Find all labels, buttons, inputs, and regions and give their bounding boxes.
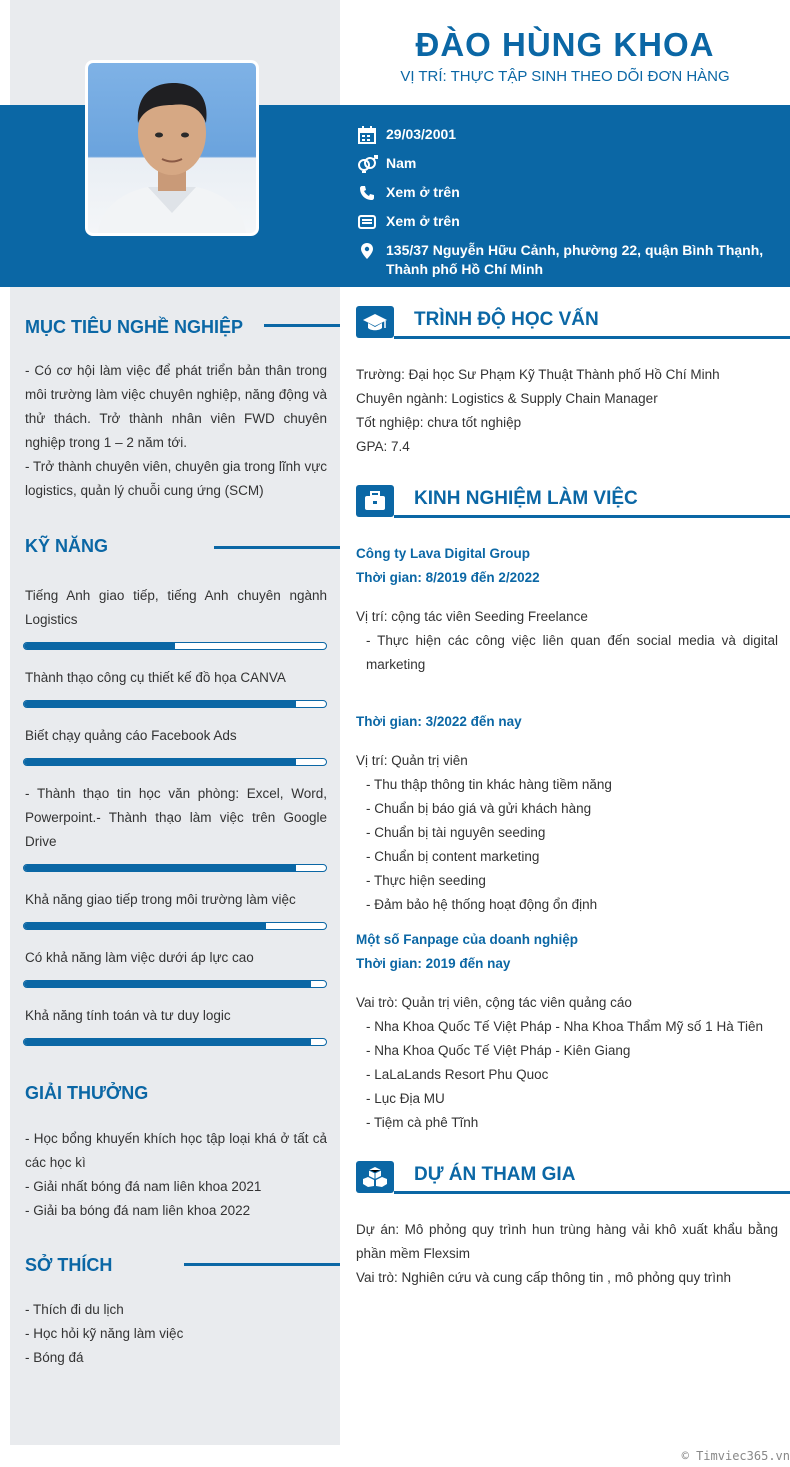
candidate-name: ĐÀO HÙNG KHOA [415,26,715,63]
experience-section-header [356,485,790,521]
cubes-icon [356,1161,394,1193]
projects-title: DỰ ÁN THAM GIA [414,1164,576,1185]
skill-bar-fill [24,923,266,929]
person-silhouette-icon [88,63,256,233]
contact-info [356,125,776,289]
skill-bar [23,700,327,708]
envelope-icon [356,212,378,231]
experience-job-2: Thời gian: 3/2022 đến nay Vị trí: Quản trị viên - Thu thập thông tin khác hàng tiềm năng - Chuẩn bị báo giá và gửi khách hàng - Chuẩn bị tài nguyên seeding - Chuẩn bị content marketing - Thực hiện seeding - Đảm bảo hệ thống hoạt động ổn định [356,714,612,912]
skill-bar [23,758,327,766]
experience-title: KINH NGHIỆM LÀM VIỆC [414,488,638,509]
briefcase-icon [356,485,394,517]
contact-birthday: 29/03/2001 [356,125,776,144]
skill-name: - Thành thạo tin học văn phòng: Excel, Word, Powerpoint.- Thành thạo làm việc trên Google Drive [25,786,327,849]
contact-address: 135/37 Nguyễn Hữu Cảnh, phường 22, quận Bình Thạnh, Thành phố Hồ Chí Minh [356,241,776,279]
skill-bar [23,642,327,650]
skill-bar-fill [24,865,296,871]
skill-bar [23,864,327,872]
experience-title-line [394,515,790,518]
footer-watermark: © Timviec365.vn [681,1449,790,1463]
skill-bar [23,1038,327,1046]
skill-name: Có khả năng làm việc dưới áp lực cao [25,950,254,965]
contact-email: Xem ở trên [356,212,776,231]
calendar-icon [356,125,378,144]
skill-bar-fill [24,701,296,707]
hobbies-list: - Thích đi du lịch - Học hỏi kỹ năng làm việc - Bóng đá [25,1302,184,1365]
hobbies-title-line [184,1263,340,1266]
skill-bar-fill [24,981,311,987]
candidate-position: VỊ TRÍ: THỰC TẬP SINH THEO DÕI ĐƠN HÀNG [400,68,730,85]
phone-icon [356,183,378,202]
education-details: Trường: Đại học Sư Phạm Kỹ Thuật Thành phố Hồ Chí Minh Chuyên ngành: Logistics & Supply Chain Manager Tốt nghiệp: chưa tốt nghiệp GPA: 7.4 [356,367,720,454]
skill-name: Khả năng giao tiếp trong môi trường làm việc [25,892,296,907]
skill-name: Thành thạo công cụ thiết kế đồ họa CANVA [25,670,286,685]
skills-title-line [214,546,340,549]
skill-bar-fill [24,643,175,649]
hobbies-title: SỞ THÍCH [25,1255,113,1275]
skill-bar-fill [24,759,296,765]
skill-name: Biết chạy quảng cáo Facebook Ads [25,728,237,743]
contact-phone: Xem ở trên [356,183,776,202]
objective-title: MỤC TIÊU NGHỀ NGHIỆP [25,317,244,337]
education-title: TRÌNH ĐỘ HỌC VẤN [414,309,599,330]
graduation-cap-icon [356,306,394,338]
contact-gender: Nam [356,154,776,173]
objective-title-line [264,324,340,327]
skill-name: Khả năng tính toán và tư duy logic [25,1008,231,1023]
skill-name: Tiếng Anh giao tiếp, tiếng Anh chuyên ngành Logistics [25,588,327,627]
education-title-line [394,336,790,339]
skill-bar-fill [24,1039,311,1045]
experience-job-1: Công ty Lava Digital Group Thời gian: 8/2019 đến 2/2022 Vị trí: cộng tác viên Seeding Freelance - Thực hiện các công việc liên quan đến social media và digital marketing [356,546,778,672]
experience-job-3: Một số Fanpage của doanh nghiệp Thời gian: 2019 đến nay Vai trò: Quản trị viên, cộng tác viên quảng cáo - Nha Khoa Quốc Tế Việt Pháp - Nha Khoa Thẩm Mỹ số 1 Hà Tiên - Nha Khoa Quốc Tế Việt Pháp - Kiên Giang - LaLaLands Resort Phu Quoc - Lục Địa MU - Tiệm cà phê Tĩnh [356,932,763,1130]
objective-text: - Có cơ hội làm việc để phát triển bản thân trong môi trường làm việc chuyên nghiệp, năng động và thử thách. Trở thành nhân viên FWD chuyên nghiệp trong 1 – 2 năm tới. - Trở thành chuyên viên, chuyên gia trong lĩnh vực logistics, quản lý chuỗi cung ứng (SCM) [25,363,327,498]
education-section-header [356,306,790,342]
profile-photo [85,60,259,236]
map-marker-icon [356,241,378,260]
projects-details: Dự án: Mô phỏng quy trình hun trùng hàng vải khô xuất khẩu bằng phần mềm Flexsim Vai trò: Nghiên cứu và cung cấp thông tin , mô phỏng quy trình [356,1222,778,1285]
skill-bar [23,922,327,930]
projects-title-line [394,1191,790,1194]
awards-title: GIẢI THƯỞNG [25,1083,149,1103]
projects-section-header [356,1161,790,1197]
gender-icon [356,154,378,173]
skill-bar [23,980,327,988]
awards-list: - Học bổng khuyến khích học tập loại khá ở tất cả các học kì - Giải nhất bóng đá nam liên khoa 2021 - Giải ba bóng đá nam liên khoa 2022 [25,1131,327,1218]
skills-title: KỸ NĂNG [25,536,109,556]
